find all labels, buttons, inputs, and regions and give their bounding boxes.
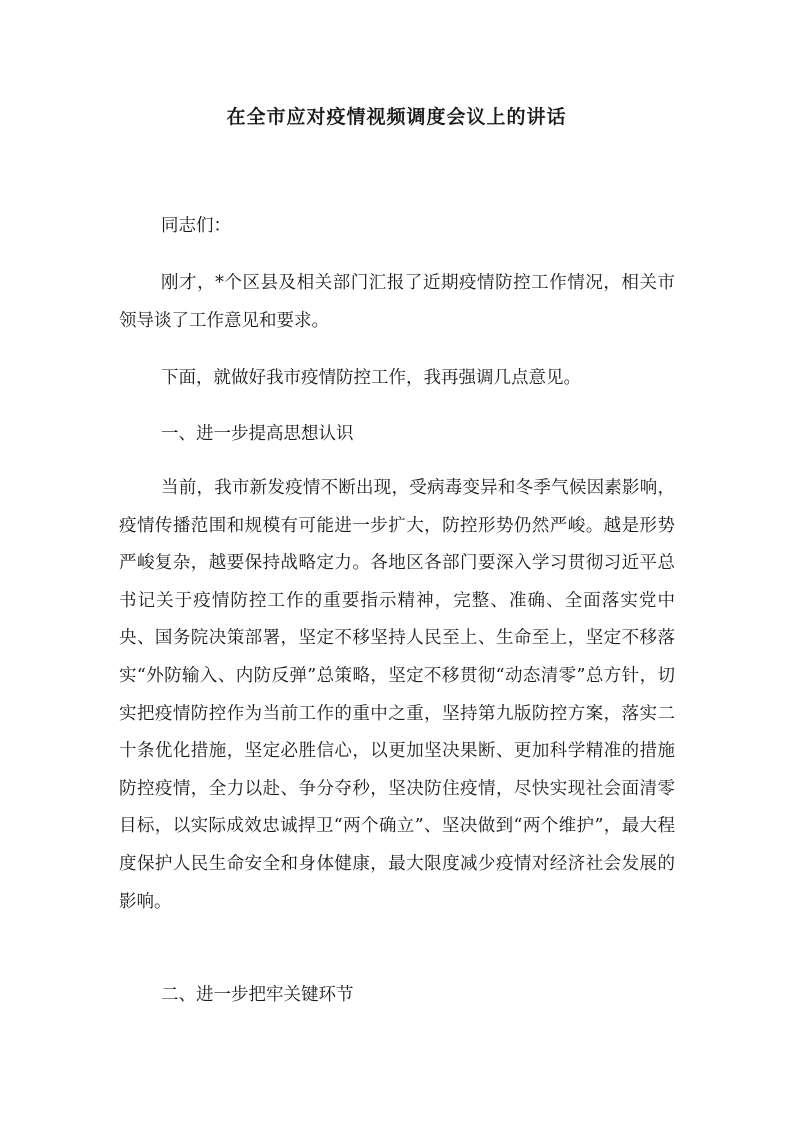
paragraph: 下面，就做好我市疫情防控工作，我再强调几点意见。 [161, 368, 581, 388]
salutation: 同志们： [161, 216, 231, 236]
section-heading: 一、进一步提高思想认识 [161, 424, 354, 444]
section-heading: 二、进一步把牢关键环节 [161, 985, 354, 1005]
document-title: 在全市应对疫情视频调度会议上的讲话 [226, 106, 567, 128]
paragraph: 刚才，*个区县及相关部门汇报了近期疫情防控工作情况，相关市领导谈了工作意见和要求。 [119, 273, 675, 331]
paragraph: 当前，我市新发疫情不断出现，受病毒变异和冬季气候因素影响，疫情传播范围和规模有可能进一步扩大，防控形势仍然严峻。越是形势严峻复杂，越要保持战略定力。各地区各部门要深入学习贯彻习近平总书记关于疫情防控工作的重要指示精神，完整、准确、全面落实党中央、国务院决策部署，坚定不移坚持人民至上、生命至上，坚定不移落实“外防输入、内防反弹”总策略，坚定不移贯彻“动态清零”总方针，切实把疫情防控作为当前工作的重中之重，坚持第九版防控方案，落实二十条优化措施，坚定必胜信心，以更加坚决果断、更加科学精准的措施防控疫情，全力以赴、争分夺秒，坚决防住疫情，尽快实现社会面清零目标，以实际成效忠诚捍卫“两个确立”、坚决做到“两个维护”，最大程度保护人民生命安全和身体健康，最大限度减少疫情对经济社会发展的影响。 [119, 478, 675, 912]
